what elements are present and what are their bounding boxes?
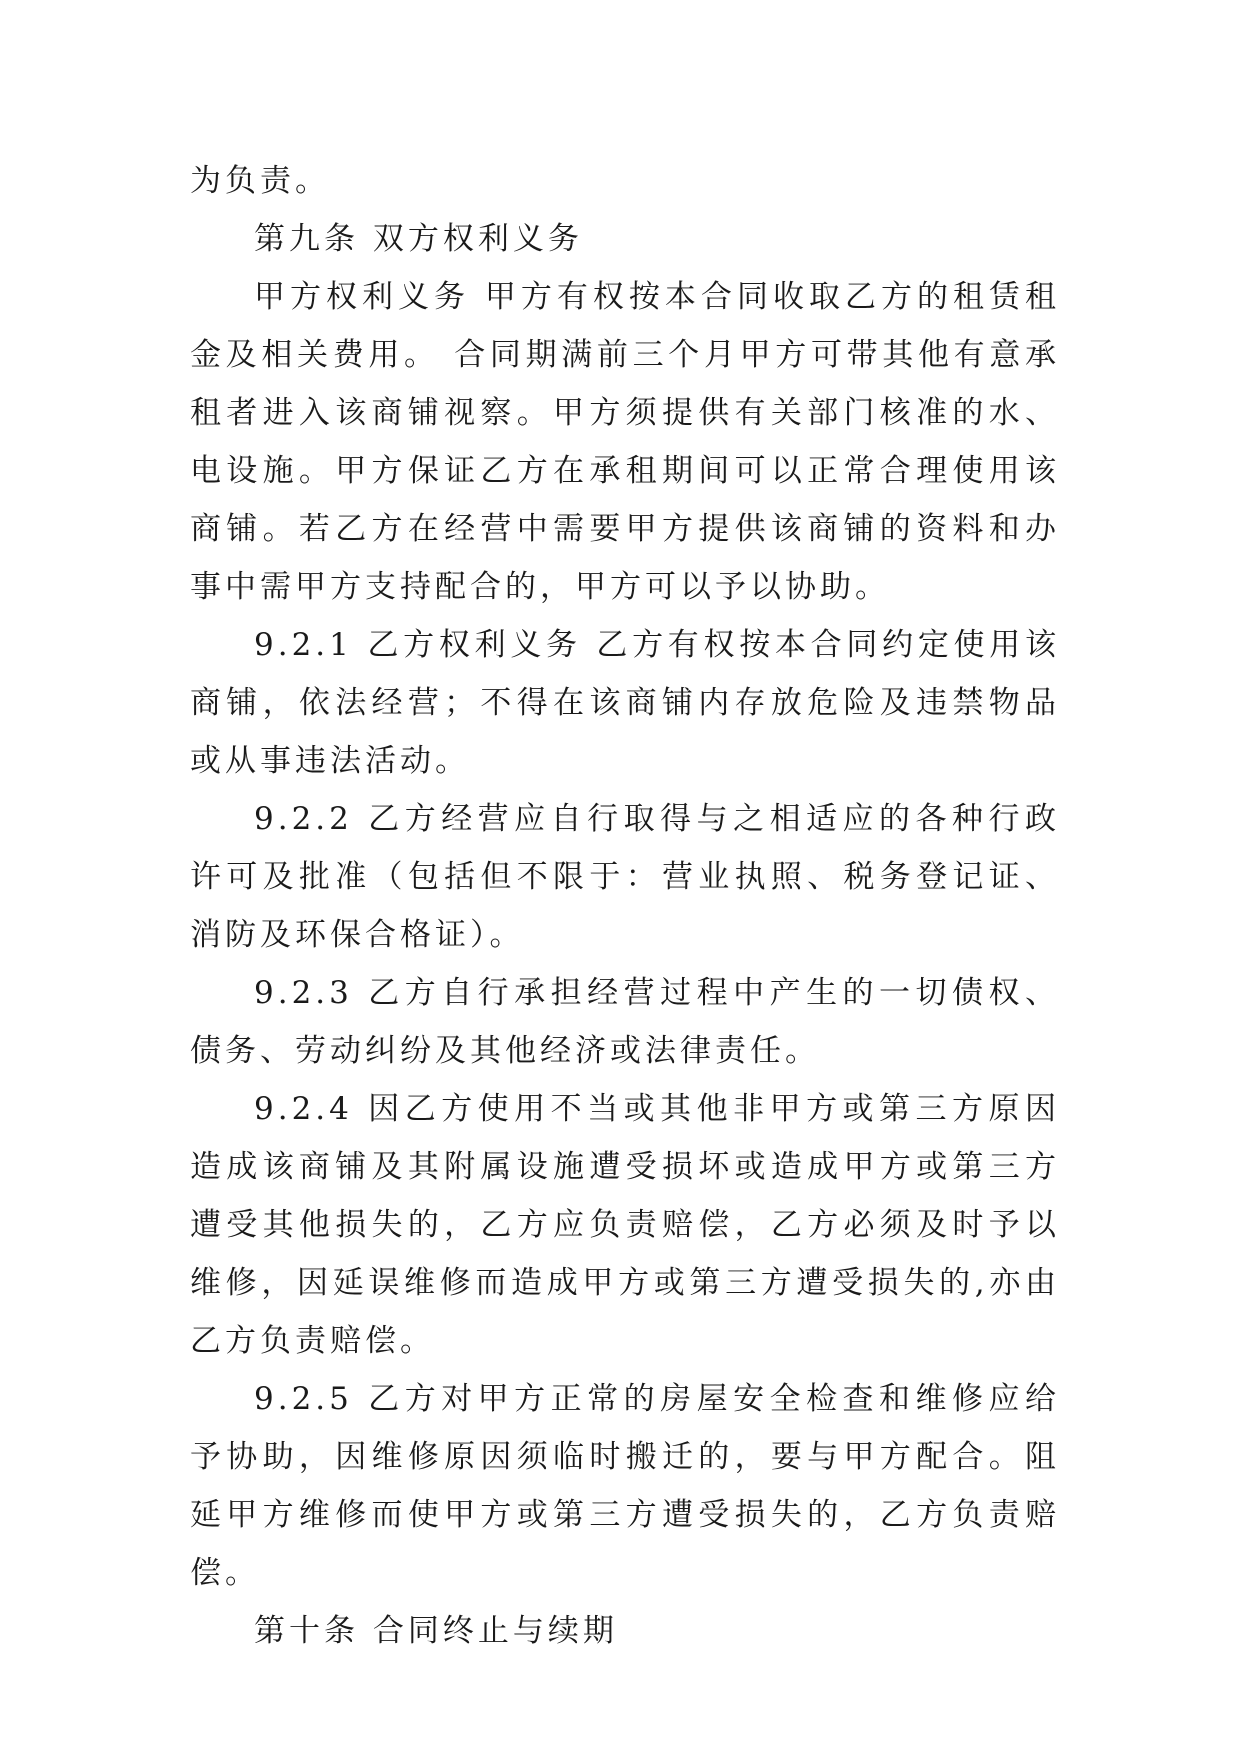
clause-9-2-1: 9.2.1 乙方权利义务 乙方有权按本合同约定使用该商铺，依法经营；不得在该商铺内存放危险及违禁物品或从事违法活动。 (190, 627, 1060, 779)
clause-9-2-2: 9.2.2 乙方经营应自行取得与之相适应的各种行政许可及批准（包括但不限于：营业执照、税务登记证、消防及环保合格证）。 (190, 801, 1060, 953)
paragraph-continuation: 为负责。 (190, 163, 330, 199)
article-10-heading: 第十条 合同终止与续期 (254, 1613, 618, 1649)
clause-9-2-3: 9.2.3 乙方自行承担经营过程中产生的一切债权、债务、劳动纠纷及其他经济或法律责任。 (190, 975, 1060, 1069)
article-9-heading: 第九条 双方权利义务 (254, 221, 583, 257)
clause-9-2-5: 9.2.5 乙方对甲方正常的房屋安全检查和维修应给予协助，因维修原因须临时搬迁的，要与甲方配合。阻延甲方维修而使甲方或第三方遭受损失的，乙方负责赔偿。 (190, 1381, 1060, 1591)
clause-9-2-4: 9.2.4 因乙方使用不当或其他非甲方或第三方原因造成该商铺及其附属设施遭受损坏或造成甲方或第三方遭受其他损失的，乙方应负责赔偿，乙方必须及时予以维修，因延误维修而造成甲方或第三方遭受损失的,亦由乙方负责赔偿。 (190, 1091, 1060, 1359)
document-page (190, 152, 1060, 1660)
paragraph-party-a-rights: 甲方权利义务 甲方有权按本合同收取乙方的租赁租金及相关费用。 合同期满前三个月甲方可带其他有意承租者进入该商铺视察。甲方须提供有关部门核准的水、电设施。甲方保证乙方在承租期间可以正常合理使用该商铺。若乙方在经营中需要甲方提供该商铺的资料和办事中需甲方支持配合的，甲方可以予以协助。 (190, 279, 1060, 605)
